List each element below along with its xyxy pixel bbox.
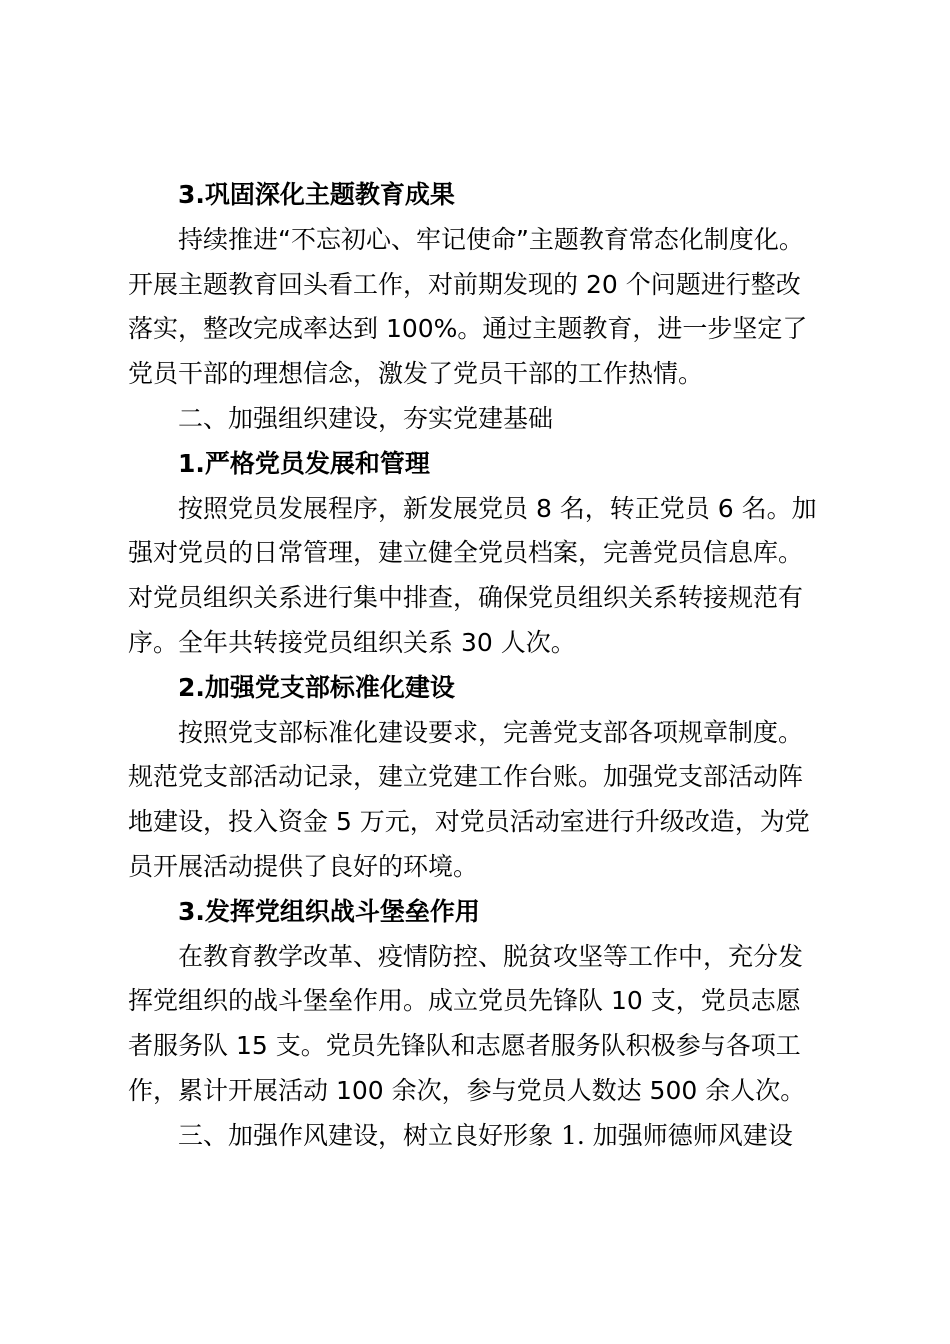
subheading-member-development: 1.严格党员发展和管理 xyxy=(178,448,430,478)
paragraph-line: 强对党员的日常管理，建立健全党员档案，完善党员信息库。 xyxy=(128,538,804,568)
document-body xyxy=(128,173,823,1159)
paragraph-line: 在教育教学改革、疫情防控、脱贫攻坚等工作中，充分发 xyxy=(178,941,804,971)
paragraph-line: 开展主题教育回头看工作，对前期发现的 20 个问题进行整改 xyxy=(128,269,801,299)
paragraph-line: 规范党支部活动记录，建立党建工作台账。加强党支部活动阵 xyxy=(128,762,804,792)
paragraph-line: 对党员组织关系进行集中排查，确保党员组织关系转接规范有 xyxy=(128,583,804,613)
section-heading-work-style: 三、加强作风建设，树立良好形象 1. 加强师德师风建设 xyxy=(178,1120,793,1150)
paragraph-line: 落实，整改完成率达到 100%。通过主题教育，进一步坚定了 xyxy=(128,314,808,344)
section-heading-organization: 二、加强组织建设，夯实党建基础 xyxy=(178,403,554,433)
paragraph-line: 按照党支部标准化建设要求，完善党支部各项规章制度。 xyxy=(178,717,804,747)
paragraph-line: 作，累计开展活动 100 余次，参与党员人数达 500 余人次。 xyxy=(128,1075,806,1105)
subheading-consolidate-education: 3.巩固深化主题教育成果 xyxy=(178,180,455,209)
paragraph-line: 员开展活动提供了良好的环境。 xyxy=(128,851,479,881)
paragraph-line: 挥党组织的战斗堡垒作用。成立党员先锋队 10 支，党员志愿 xyxy=(128,986,801,1016)
paragraph-line: 地建设，投入资金 5 万元，对党员活动室进行升级改造，为党 xyxy=(128,807,810,837)
paragraph-line: 持续推进“不忘初心、牢记使命”主题教育常态化制度化。 xyxy=(178,224,804,254)
paragraph-line: 按照党员发展程序，新发展党员 8 名，转正党员 6 名。加 xyxy=(178,493,817,523)
paragraph-line: 者服务队 15 支。党员先锋队和志愿者服务队积极参与各项工 xyxy=(128,1031,801,1061)
subheading-branch-standardization: 2.加强党支部标准化建设 xyxy=(178,672,455,702)
paragraph-line: 序。全年共转接党员组织关系 30 人次。 xyxy=(128,627,576,657)
paragraph-line: 党员干部的理想信念，激发了党员干部的工作热情。 xyxy=(128,359,704,389)
subheading-fighting-fortress: 3.发挥党组织战斗堡垒作用 xyxy=(178,896,480,926)
